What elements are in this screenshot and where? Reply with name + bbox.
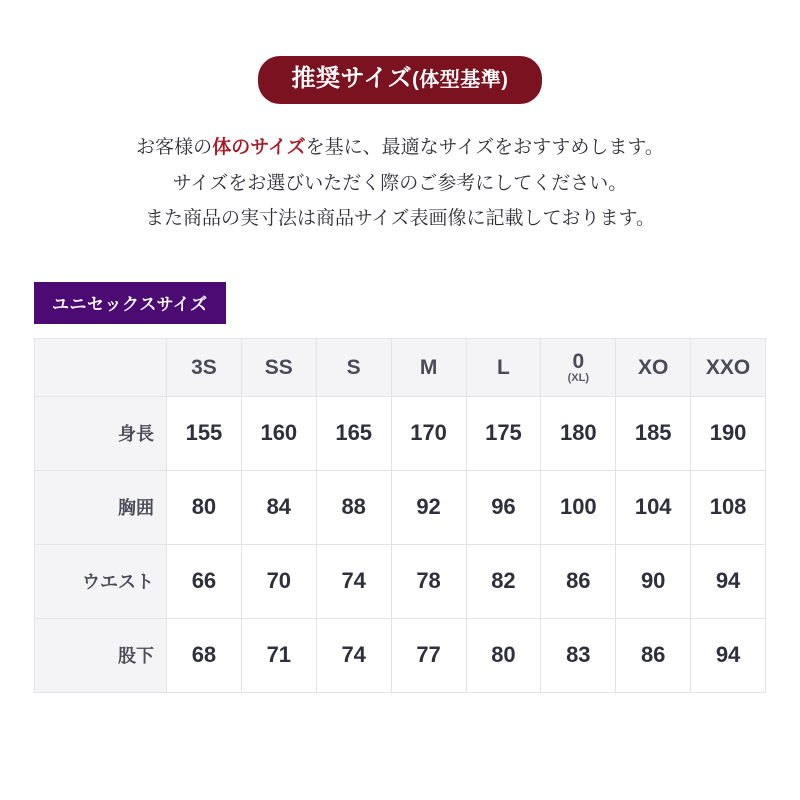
- cell-inseam-xxo: 94: [691, 618, 766, 692]
- col-header-0: [541, 338, 616, 396]
- col-header-label: XXO: [705, 355, 751, 379]
- size-table-body: [35, 396, 766, 692]
- cell-chest-l: 96: [466, 470, 541, 544]
- col-header-3s: [167, 338, 242, 396]
- table-row: [35, 544, 766, 618]
- col-header-label: 0: [572, 349, 585, 373]
- col-header-label: SS: [264, 355, 293, 379]
- cell-inseam-xo: 86: [616, 618, 691, 692]
- col-header-label: XO: [638, 355, 669, 379]
- lead-paragraph: [0, 130, 800, 235]
- cell-waist-ss: 70: [241, 544, 316, 618]
- cell-height-0: 180: [541, 396, 616, 470]
- col-header-label: M: [419, 355, 438, 379]
- size-table-head: [35, 338, 766, 396]
- col-header-sublabel: (XL): [567, 371, 589, 384]
- page-title-main: 推奨サイズ: [291, 65, 413, 92]
- cell-height-l: 175: [466, 396, 541, 470]
- row-header-chest: 胸囲: [35, 470, 167, 544]
- lead-line-1: [0, 130, 800, 165]
- cell-height-ss: 160: [241, 396, 316, 470]
- col-header-m: [391, 338, 466, 396]
- title-container: [0, 0, 800, 104]
- col-header-xo: [616, 338, 691, 396]
- cell-inseam-l: 80: [466, 618, 541, 692]
- page-title: [258, 56, 543, 104]
- size-table-container: [34, 338, 766, 693]
- lead-highlight: 体のサイズ: [212, 137, 306, 159]
- cell-chest-m: 92: [391, 470, 466, 544]
- row-header-height: 身長: [35, 396, 167, 470]
- size-table: [34, 338, 766, 693]
- page-title-sub: (体型基準): [412, 69, 509, 91]
- table-row: [35, 618, 766, 692]
- table-corner-cell: [35, 338, 167, 396]
- cell-inseam-ss: 71: [241, 618, 316, 692]
- section-label-row: [0, 282, 800, 324]
- cell-inseam-s: 74: [316, 618, 391, 692]
- lead-line-1-suffix: を基に、最適なサイズをおすすめします。: [305, 137, 664, 159]
- cell-waist-xxo: 94: [691, 544, 766, 618]
- cell-inseam-m: 77: [391, 618, 466, 692]
- row-header-waist: ウエスト: [35, 544, 167, 618]
- table-header-row: [35, 338, 766, 396]
- cell-height-s: 165: [316, 396, 391, 470]
- cell-height-xo: 185: [616, 396, 691, 470]
- cell-waist-s: 74: [316, 544, 391, 618]
- cell-waist-3s: 66: [167, 544, 242, 618]
- cell-waist-0: 86: [541, 544, 616, 618]
- lead-line-2: サイズをお選びいただく際のご参考にしてください。: [172, 172, 628, 194]
- cell-waist-xo: 90: [616, 544, 691, 618]
- row-header-inseam: 股下: [35, 618, 167, 692]
- cell-waist-m: 78: [391, 544, 466, 618]
- cell-height-xxo: 190: [691, 396, 766, 470]
- cell-height-3s: 155: [167, 396, 242, 470]
- col-header-s: [316, 338, 391, 396]
- col-header-xxo: [691, 338, 766, 396]
- col-header-label: L: [497, 355, 510, 379]
- cell-chest-3s: 80: [167, 470, 242, 544]
- cell-chest-xo: 104: [616, 470, 691, 544]
- cell-inseam-0: 83: [541, 618, 616, 692]
- cell-inseam-3s: 68: [167, 618, 242, 692]
- cell-chest-xxo: 108: [691, 470, 766, 544]
- cell-chest-ss: 84: [241, 470, 316, 544]
- cell-chest-0: 100: [541, 470, 616, 544]
- cell-height-m: 170: [391, 396, 466, 470]
- table-row: [35, 470, 766, 544]
- col-header-l: [466, 338, 541, 396]
- cell-waist-l: 82: [466, 544, 541, 618]
- table-row: [35, 396, 766, 470]
- lead-line-3: また商品の実寸法は商品サイズ表画像に記載しております。: [145, 207, 655, 229]
- lead-line-1-prefix: お客様の: [136, 137, 213, 159]
- col-header-label: 3S: [191, 355, 217, 379]
- col-header-ss: [241, 338, 316, 396]
- section-label-unisex: ユニセックスサイズ: [34, 282, 226, 324]
- col-header-label: S: [346, 355, 361, 379]
- cell-chest-s: 88: [316, 470, 391, 544]
